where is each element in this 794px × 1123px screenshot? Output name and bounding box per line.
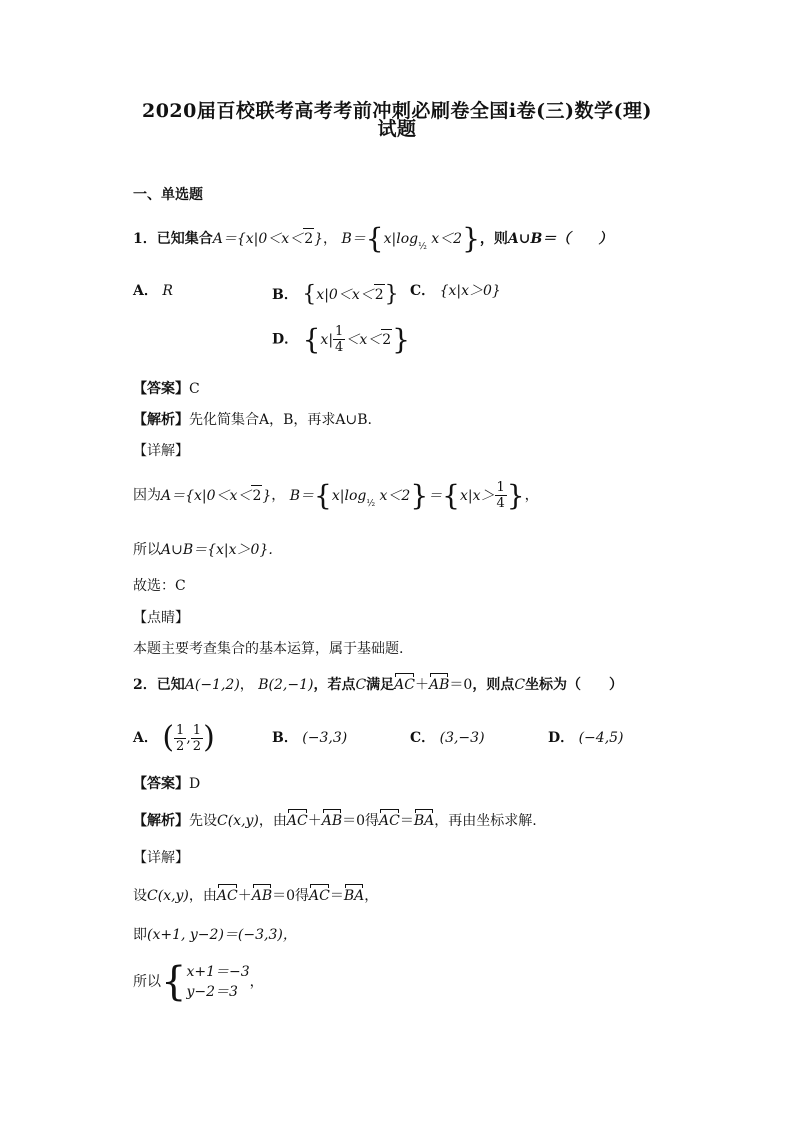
q1-option-d: D． {x| $\frac{1}{4}$ ＜x＜2}: [272, 322, 410, 356]
q1-set-a: A＝{x|0＜x＜2}: [213, 231, 323, 247]
q2-option-a: A． ( $\frac{1}{2}$ , $\frac{1}{2}$ ): [133, 720, 215, 755]
q1-option-b: B． {x|0＜x＜2}: [272, 282, 399, 307]
q1-detail-heading: 【详解】: [133, 443, 189, 459]
q2-option-c: C． (3,−3): [410, 730, 485, 746]
q1-stem: 1．已知集合A＝{x|0＜x＜2}， B＝{x|log½ x＜2}，则A∪B＝（ ）: [133, 222, 613, 255]
q2-option-d: D． (−4,5): [548, 730, 624, 746]
section-heading: 一、单选题: [133, 187, 203, 203]
q1-comment: 本题主要考查集合的基本运算，属于基础题.: [133, 641, 404, 657]
doc-title-line2: 试题: [377, 118, 417, 140]
q2-answer: 【答案】D: [133, 776, 201, 792]
q1-choice: 故选：C: [133, 578, 186, 594]
q1-result: 所以A∪B＝{x|x＞0}.: [133, 542, 273, 558]
q1-number: 1．已知集合: [133, 231, 213, 247]
doc-title-line1: 2020届百校联考高考考前冲刺必刷卷全国i卷(三)数学(理): [141, 100, 653, 122]
q1-answer: 【答案】C: [133, 381, 200, 397]
q1-question: A∪B＝（ ）: [507, 231, 613, 247]
q2-detail-line1: 设C(x,y)，由AC＋AB＝0得AC＝BA，: [133, 888, 379, 904]
q1-detail-line: 因为A＝{x|0＜x＜2}， B＝{x|log½ x＜2}＝{x|x＞ $\frac{1}{4}$ }，: [133, 478, 539, 512]
q2-stem: 2．已知A(−1,2)， B(2,−1)，若点C满足AC＋AB＝0，则点C坐标为（ ）: [133, 677, 624, 693]
q2-analysis: 【解析】先设C(x,y)，由AC＋AB＝0得AC＝BA，再由坐标求解.: [133, 813, 537, 829]
q2-detail-heading: 【详解】: [133, 850, 189, 866]
q1-analysis: 【解析】先化简集合A，B，再求A∪B.: [133, 412, 372, 428]
q1-comment-heading: 【点睛】: [133, 610, 189, 626]
q2-detail-line3: 所以{ x+1＝−3 y−2＝3 ，: [133, 959, 264, 1005]
q1-set-b: B＝{x|log½ x＜2}: [341, 222, 480, 255]
q1-option-a: A． R: [133, 283, 173, 299]
q2-detail-line2: 即(x+1, y−2)＝(−3,3)，: [133, 927, 297, 943]
q1-option-c: C． {x|x＞0}: [410, 283, 501, 299]
q2-option-b: B． (−3,3): [272, 730, 348, 746]
